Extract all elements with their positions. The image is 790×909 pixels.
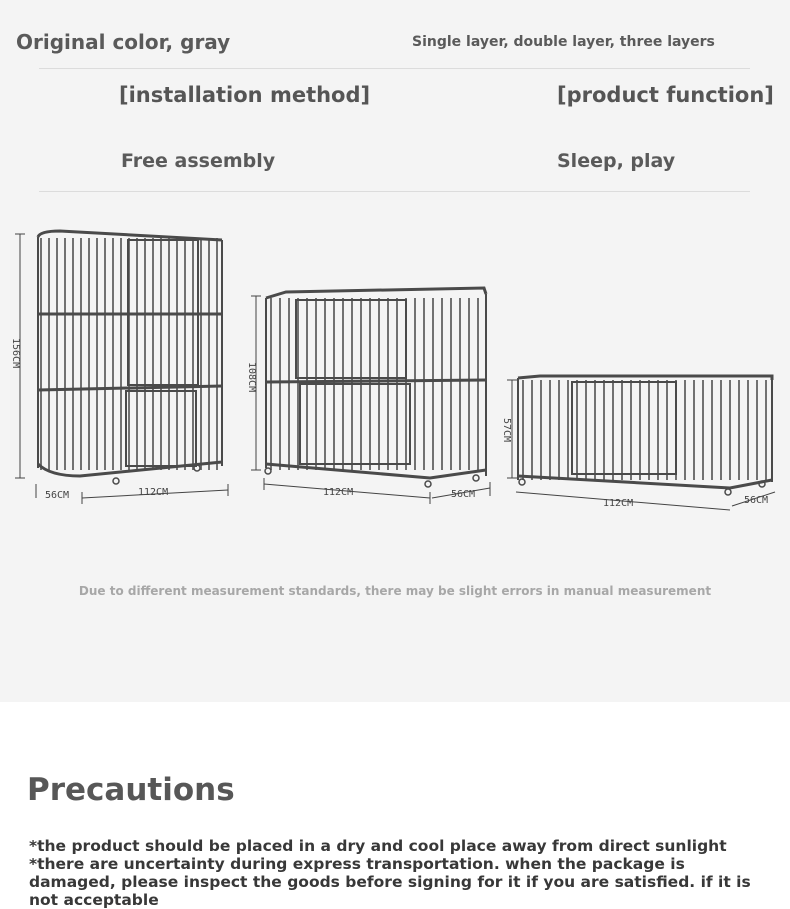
installation-header: [installation method] <box>119 83 371 107</box>
function-header: [product function] <box>557 83 774 107</box>
one-layer-depth-label: 56CM <box>744 495 769 506</box>
two-layer-width-label: 112CM <box>323 487 354 498</box>
measurement-note: Due to different measurement standards, there may be slight errors in manual measurement <box>78 584 712 598</box>
layers-spec: Single layer, double layer, three layers <box>412 34 715 50</box>
three-layer-depth-label: 56CM <box>45 490 70 501</box>
three-layer-width-label: 112CM <box>138 487 169 498</box>
function-value: Sleep, play <box>557 150 676 172</box>
precautions-title: Precautions <box>27 772 235 808</box>
one-layer-width-label: 112CM <box>603 498 634 509</box>
three-layer-height-label: 156CM <box>10 338 21 369</box>
three-layer-cage <box>38 231 222 484</box>
one-layer-height-label: 57CM <box>501 418 512 443</box>
two-layer-depth-label: 56CM <box>451 489 476 500</box>
one-layer-cage <box>518 376 772 495</box>
two-layer-cage <box>265 288 486 487</box>
installation-value: Free assembly <box>121 150 276 172</box>
precautions-body: *the product should be placed in a dry and cool place away from direct sunlight *there are uncertainty during express transportation. when the package is damaged, please inspect the goods before signing for it if you are satisfied. if it is not acceptable <box>29 837 751 909</box>
two-layer-height-label: 108CM <box>246 362 257 393</box>
color-spec: Original color, gray <box>16 30 231 54</box>
